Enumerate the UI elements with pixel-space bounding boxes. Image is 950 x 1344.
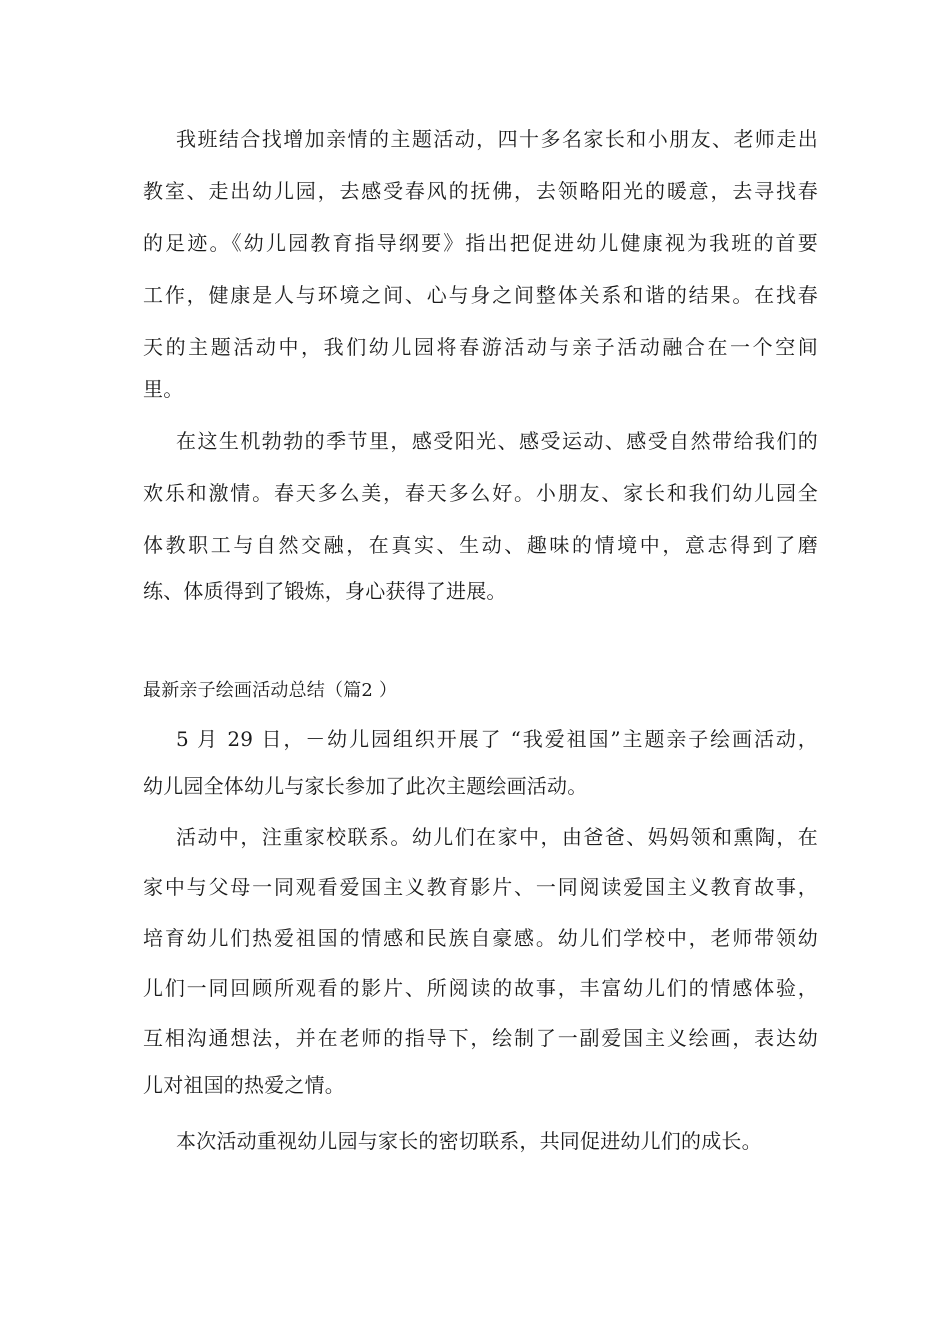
text-line: 互相沟通想法，并在老师的指导下，绘制了一副爱国主义绘画，表达幼 <box>143 1026 818 1050</box>
text-line: 幼儿园全体幼儿与家长参加了此次主题绘画活动。 <box>143 774 588 798</box>
text-line: 家中与父母一同观看爱国主义教育影片、一同阅读爱国主义教育故事， <box>143 875 818 899</box>
text-line: 天的主题活动中，我们幼儿园将春游活动与亲子活动融合在一个空间 <box>143 335 818 359</box>
text-line: 的足迹。《幼儿园教育指导纲要》指出把促进幼儿健康视为我班的首要 <box>143 231 818 255</box>
text-line: 儿对祖国的热爱之情。 <box>143 1073 345 1097</box>
text-line: 练、体质得到了锻炼，身心获得了进展。 <box>143 579 507 603</box>
text-line: 里。 <box>143 377 184 401</box>
text-line: 我班结合找增加亲情的主题活动，四十多名家长和小朋友、老师走出 <box>176 127 818 151</box>
text-line: 5 月 29 日，－幼儿园组织开展了 “我爱祖国”主题亲子绘画活动， <box>176 727 818 751</box>
section-heading: 最新亲子绘画活动总结（篇2 ） <box>143 680 398 701</box>
text-line: 在这生机勃勃的季节里，感受阳光、感受运动、感受自然带给我们的 <box>176 429 818 453</box>
text-line: 欢乐和激情。春天多么美，春天多么好。小朋友、家长和我们幼儿园全 <box>143 481 818 505</box>
text-line: 工作，健康是人与环境之间、心与身之间整体关系和谐的结果。在找春 <box>143 283 818 307</box>
text-line: 培育幼儿们热爱祖国的情感和民族自豪感。幼儿们学校中，老师带领幼 <box>143 926 818 950</box>
text-line: 本次活动重视幼儿园与家长的密切联系，共同促进幼儿们的成长。 <box>176 1129 762 1153</box>
text-line: 儿们一同回顾所观看的影片、所阅读的故事，丰富幼儿们的情感体验， <box>143 976 818 1000</box>
text-line: 活动中，注重家校联系。幼儿们在家中，由爸爸、妈妈领和熏陶，在 <box>176 825 818 849</box>
text-line: 教室、走出幼儿园，去感受春风的抚佛，去领略阳光的暖意，去寻找春 <box>143 179 818 203</box>
document-page <box>143 0 818 1344</box>
text-line: 体教职工与自然交融，在真实、生动、趣味的情境中，意志得到了磨 <box>143 533 818 557</box>
